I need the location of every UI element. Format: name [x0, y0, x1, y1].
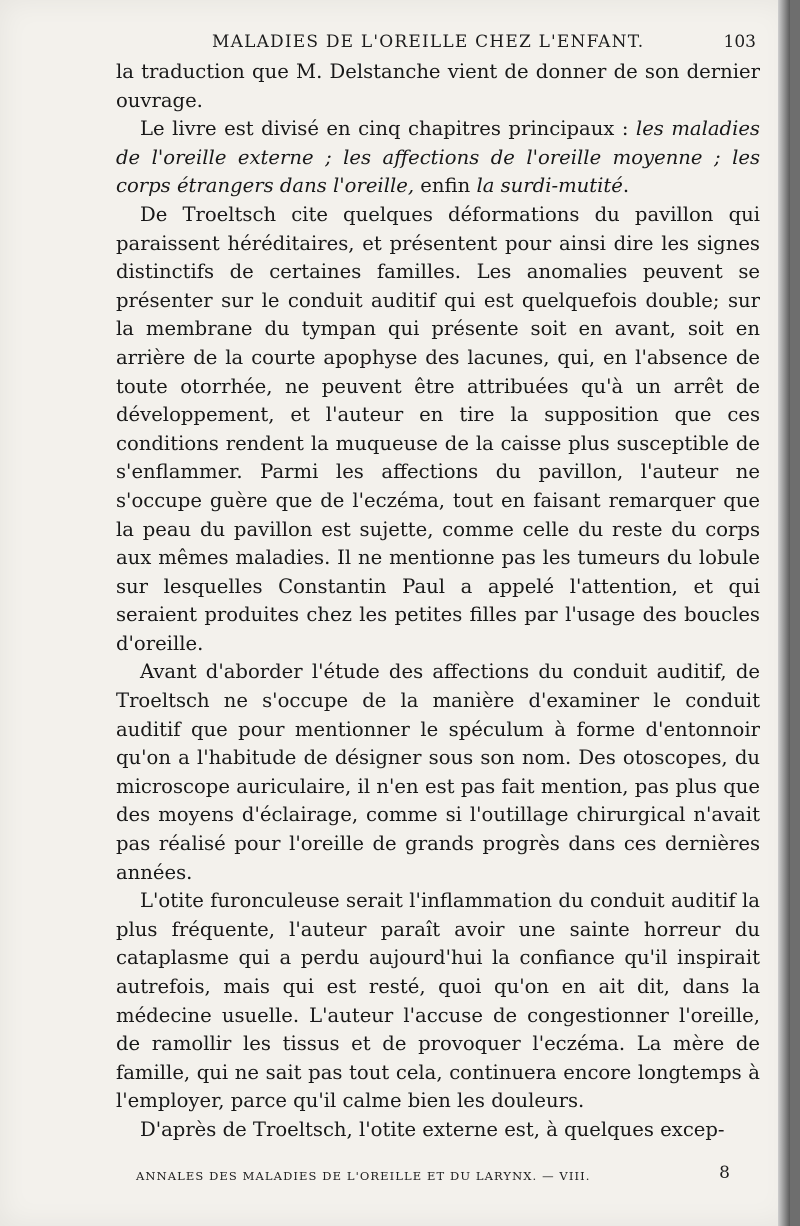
page-number: 103 [723, 32, 756, 52]
text-run: Le livre est divisé en cinq chapitres principaux : [140, 117, 636, 141]
running-title: MALADIES DE L'OREILLE CHEZ L'ENFANT. [212, 32, 645, 52]
text-run: D'après de Troeltsch, l'otite externe est, à quelques excep- [140, 1117, 725, 1141]
text-run: L'otite furonculeuse serait l'inflammation du conduit auditif la plus fréquente, l'auteur paraît avoir une sainte horreur du cataplasme qui a perdu aujourd'hui la confiance qu'il inspirait autrefois, mais qui est resté, quoi qu'on en ait dit, dans la médecine usuelle. L'auteur l'accuse de congestionner l'oreille, de ramollir les tissus et de provoquer l'eczéma. La mère de famille, qui ne sait pas tout cela, continuera encore longtemps à l'employer, parce qu'il calme bien les douleurs. [116, 889, 760, 1113]
text-run: Avant d'aborder l'étude des affections du conduit auditif, de Troeltsch ne s'occupe de la manière d'examiner le conduit auditif que pour mentionner le spéculum à forme d'entonnoir qu'on a l'habitude de désigner sous son nom. Des otoscopes, du microscope auriculaire, il n'en est pas fait mention, pas plus que des moyens d'éclairage, comme si l'outillage chirurgical n'avait pas réalisé pour l'oreille de grands progrès dans ces dernières années. [116, 660, 760, 884]
italic-text: les maladies de l'oreille externe ; les affections de l'oreille moyenne ; les corps étrangers dans l'oreille, [116, 117, 760, 198]
italic-text: la surdi-mutité [476, 174, 623, 198]
journal-signature: ANNALES DES MALADIES DE L'OREILLE ET DU LARYNX. — VIII. [136, 1169, 591, 1183]
text-run: . [622, 174, 630, 198]
paragraph [116, 1116, 760, 1145]
page-edge-shadow [778, 0, 790, 1226]
sheet-number: 8 [719, 1163, 730, 1183]
page-footer [116, 1163, 756, 1187]
paragraph [116, 115, 760, 201]
text-run: la traduction que M. Delstanche vient de donner de son dernier ouvrage. [116, 60, 760, 112]
text-run: enfin [414, 174, 477, 198]
paragraph [116, 887, 760, 1116]
paragraph [116, 58, 760, 115]
page-header [116, 30, 756, 56]
paragraph [116, 658, 760, 887]
paragraph [116, 201, 760, 659]
text-run: De Troeltsch cite quelques déformations du pavillon qui paraissent héréditaires, et présentent pour ainsi dire les signes distinctifs de certaines familles. Les anomalies peuvent se présenter sur le conduit auditif qui est quelquefois double; sur la membrane du tympan qui présente soit en avant, soit en arrière de la courte apophyse des lacunes, qui, en l'absence de toute otorrhée, ne peuvent être attribuées qu'à un arrêt de développement, et l'auteur en tire la supposition que ces conditions rendent la muqueuse de la caisse plus susceptible de s'enflammer. Parmi les affections du pavillon, l'auteur ne s'occupe guère que de l'eczéma, tout en faisant remarquer que la peau du pavillon est sujette, comme celle du reste du corps aux mêmes maladies. Il ne mentionne pas les tumeurs du lobule sur lesquelles Constantin Paul a appelé l'attention, et qui seraient produites chez les petites filles par l'usage des boucles d'oreille. [116, 202, 760, 655]
body-text [116, 58, 760, 1145]
